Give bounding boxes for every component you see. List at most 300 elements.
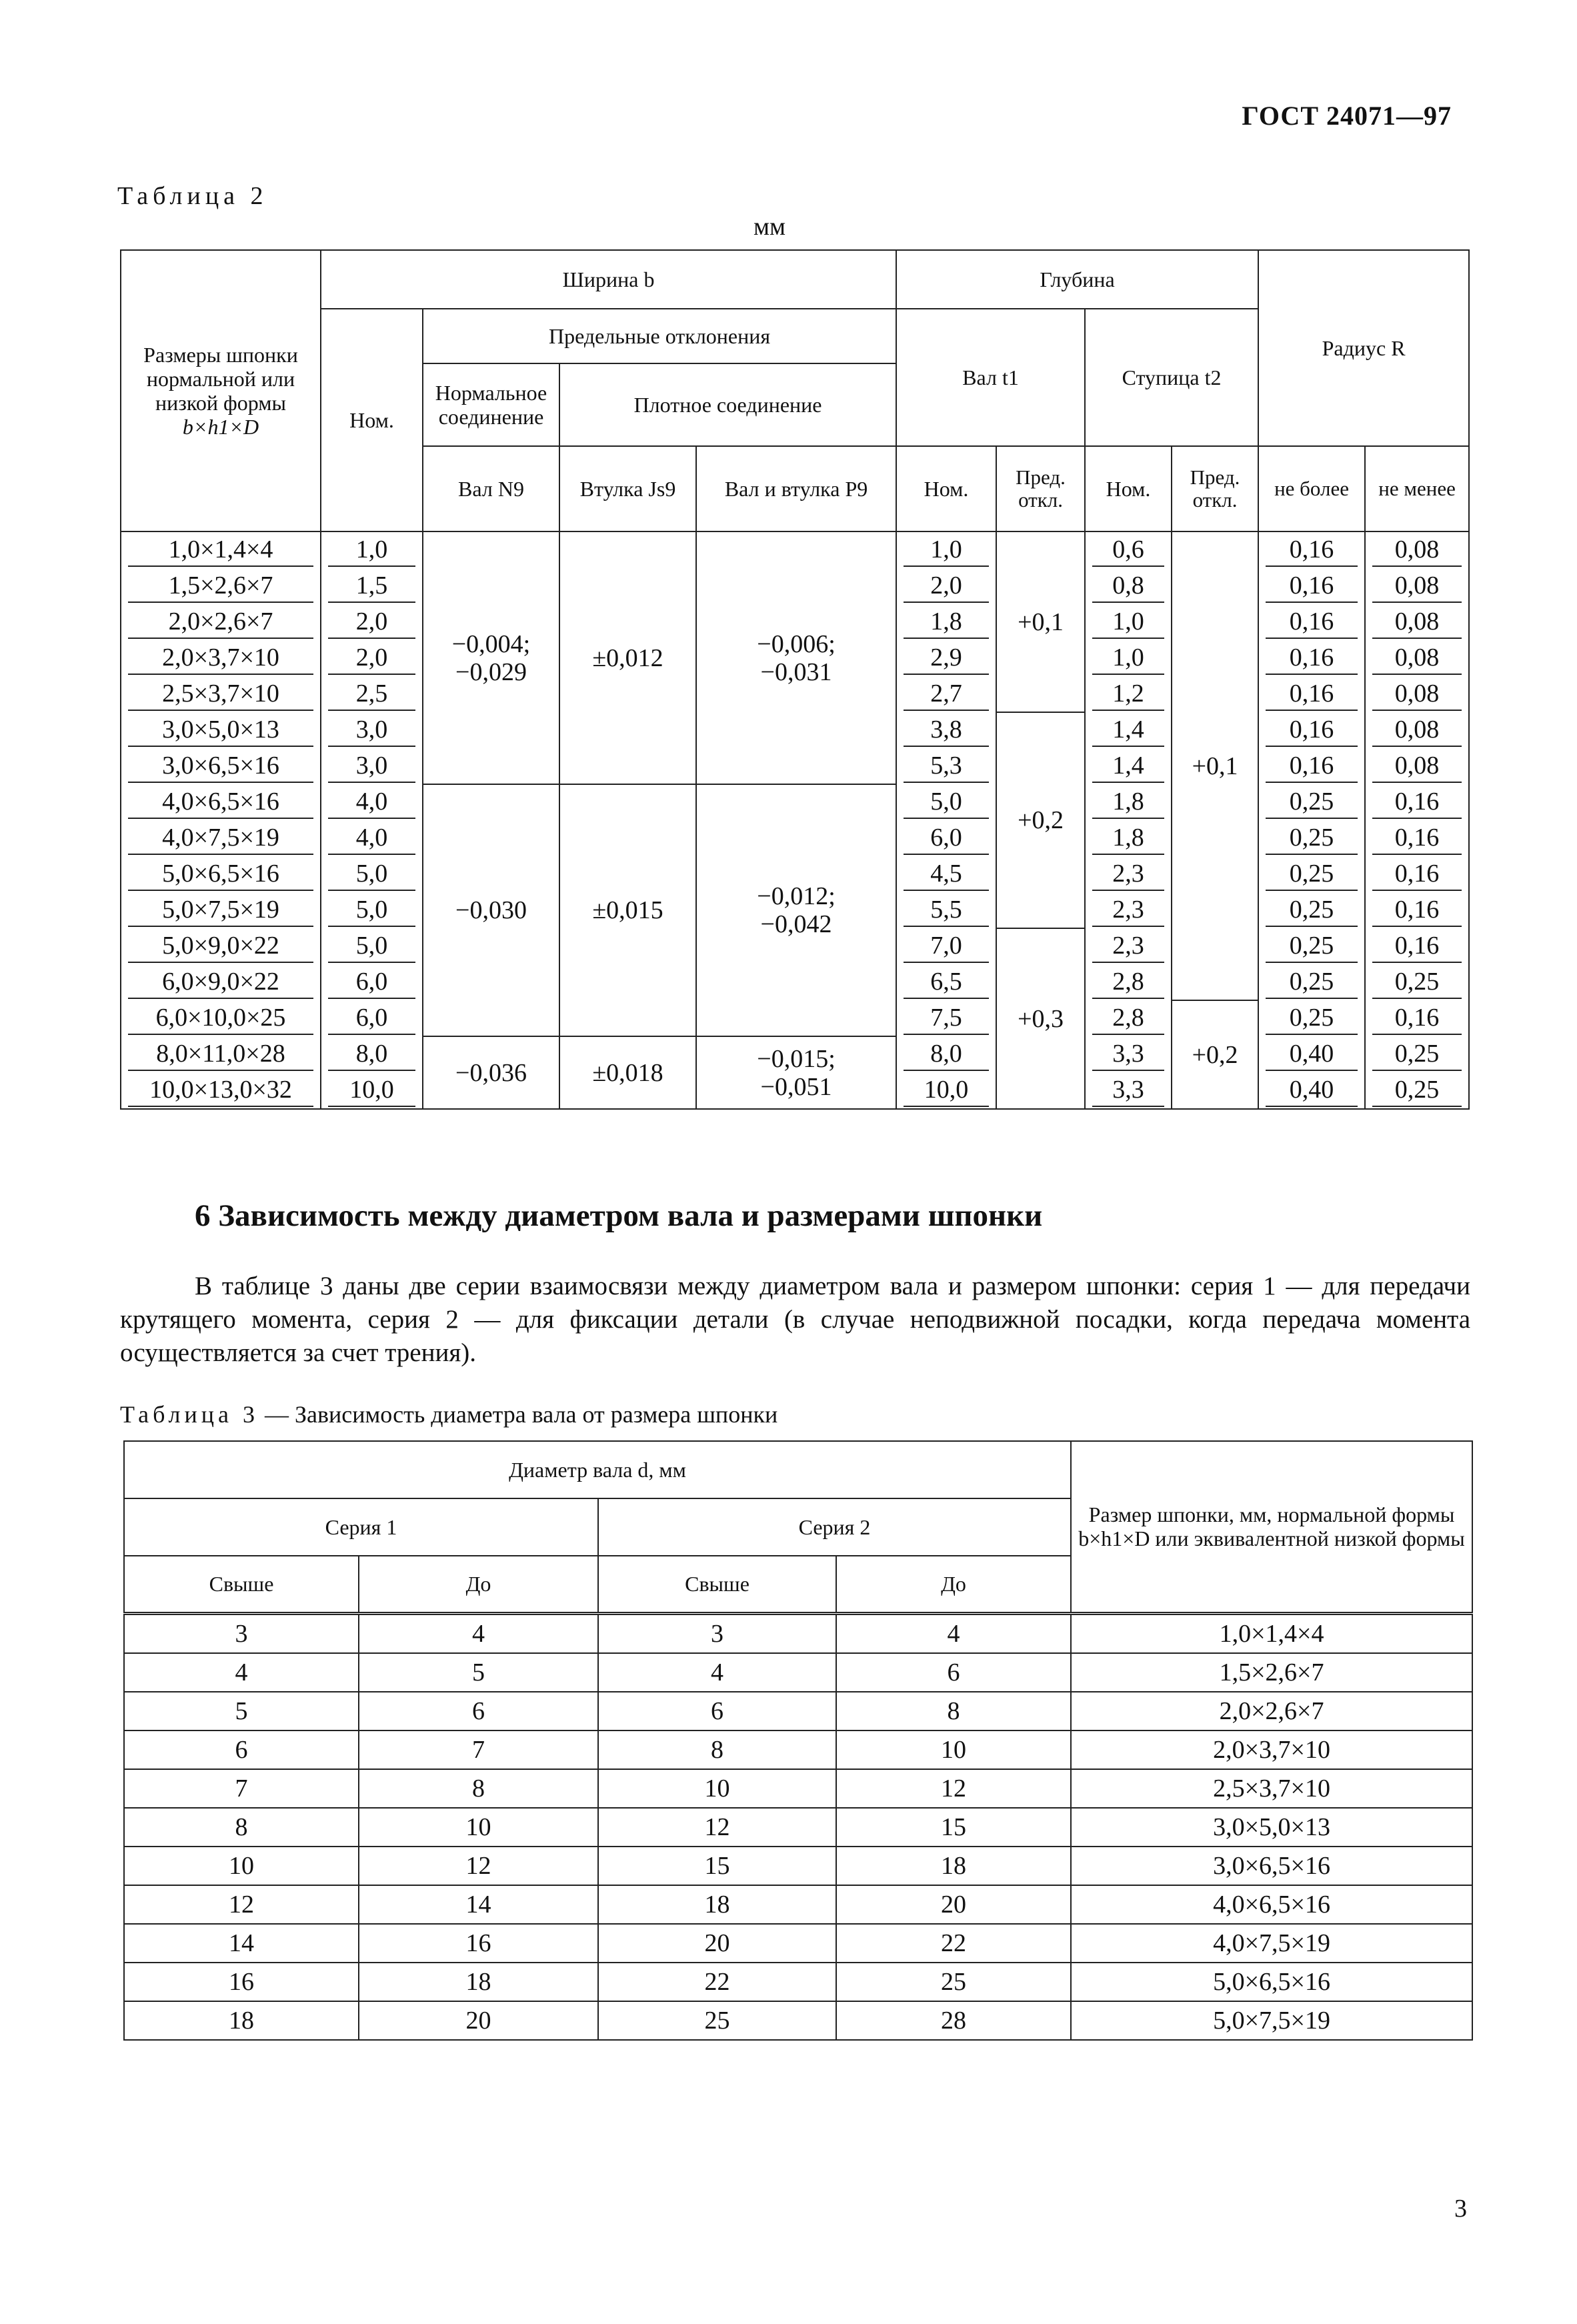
- cell-size: [121, 1036, 321, 1072]
- t1-deviation-part: +0,3: [1018, 1004, 1064, 1033]
- cell-value: 7,5: [904, 1002, 989, 1035]
- cell-s2-over: 10: [598, 1769, 836, 1808]
- shaft-n9-tolerance-part: −0,029: [455, 658, 527, 686]
- cell-value: 0,25: [1266, 822, 1358, 855]
- cell-s2-to: 20: [836, 1885, 1071, 1924]
- cell-value: 2,8: [1092, 1002, 1164, 1035]
- cell-value: 2,0: [904, 570, 989, 603]
- cell-rmax: [1258, 748, 1365, 784]
- cell-value: 6,0×9,0×22: [128, 966, 313, 999]
- table2-body: [121, 531, 1469, 1109]
- cell-value: 1,0: [328, 534, 415, 567]
- col-header-s2-to: До: [836, 1556, 1071, 1613]
- cell-s2-over: 20: [598, 1924, 836, 1963]
- cell-rmax: [1258, 784, 1365, 820]
- cell-b: [321, 531, 423, 568]
- cell-value: 5,0×9,0×22: [128, 930, 313, 963]
- p9-tolerance-part: −0,006;: [757, 630, 836, 658]
- cell-s1-to: 8: [359, 1769, 598, 1808]
- cell-value: 3,3: [1092, 1038, 1164, 1071]
- cell-size: [121, 964, 321, 1000]
- cell-t2: [1085, 640, 1172, 676]
- cell-value: 1,0: [904, 534, 989, 567]
- section-title: 6 Зависимость между диаметром вала и размерами шпонки: [195, 1198, 1043, 1233]
- t1-deviation-part: +0,2: [1018, 806, 1064, 834]
- table-row: [124, 2001, 1472, 2040]
- cell-t1: [896, 568, 996, 604]
- cell-value: 0,16: [1266, 642, 1358, 675]
- cell-t1: [896, 892, 996, 928]
- cell-s1-to: 18: [359, 1963, 598, 2001]
- cell-rmax: [1258, 892, 1365, 928]
- cell-s1-to: 4: [359, 1613, 598, 1653]
- cell-rmin: [1365, 784, 1469, 820]
- cell-value: 4,0: [328, 822, 415, 855]
- cell-size: [121, 892, 321, 928]
- cell-t1: [896, 820, 996, 856]
- cell-value: 0,25: [1266, 858, 1358, 891]
- cell-b: [321, 640, 423, 676]
- col-header-width: Ширина b: [321, 250, 896, 309]
- cell-t2: [1085, 964, 1172, 1000]
- cell-s1-over: 4: [124, 1653, 359, 1692]
- cell-s2-over: 3: [598, 1613, 836, 1653]
- cell-value: 0,16: [1266, 678, 1358, 711]
- cell-s1-over: 5: [124, 1692, 359, 1730]
- cell-value: 1,0×1,4×4: [128, 534, 313, 567]
- t1-deviation-part: +0,1: [1018, 608, 1064, 636]
- cell-rmax: [1258, 1000, 1365, 1036]
- cell-value: 3,0×6,5×16: [128, 750, 313, 783]
- cell-value: 2,3: [1092, 858, 1164, 891]
- cell-value: 2,0: [328, 642, 415, 675]
- p9-tolerance: [696, 1036, 896, 1109]
- table-row: [124, 1963, 1472, 2001]
- cell-s1-to: 20: [359, 2001, 598, 2040]
- cell-value: 1,4: [1092, 714, 1164, 747]
- cell-t2: [1085, 928, 1172, 964]
- cell-t1: [896, 784, 996, 820]
- cell-s2-to: 18: [836, 1847, 1071, 1885]
- col-header-radius: Радиус R: [1258, 250, 1469, 446]
- cell-value: 0,16: [1266, 606, 1358, 639]
- col-header-normal-conn: Нормальное соединение: [423, 363, 559, 446]
- cell-rmin: [1365, 568, 1469, 604]
- cell-value: 4,5: [904, 858, 989, 891]
- p9-tolerance-part: −0,015;: [757, 1044, 836, 1073]
- cell-rmin: [1365, 748, 1469, 784]
- cell-t1: [896, 531, 996, 568]
- cell-t1: [896, 856, 996, 892]
- hub-js9-tolerance: [559, 1036, 696, 1109]
- cell-value: 0,16: [1266, 750, 1358, 783]
- col-header-nom: Ном.: [321, 309, 423, 531]
- cell-value: 3,0: [328, 750, 415, 783]
- cell-t1: [896, 1072, 996, 1109]
- hub-js9-tolerance-part: ±0,012: [592, 644, 663, 672]
- cell-size: [121, 531, 321, 568]
- cell-size: 5,0×7,5×19: [1071, 2001, 1472, 2040]
- cell-value: 1,8: [1092, 786, 1164, 819]
- cell-size: [121, 748, 321, 784]
- hub-js9-tolerance: [559, 784, 696, 1036]
- shaft-n9-tolerance-part: −0,030: [455, 896, 527, 924]
- cell-value: 5,0: [328, 930, 415, 963]
- table2-unit: мм: [753, 213, 786, 241]
- cell-value: 0,8: [1092, 570, 1164, 603]
- col-header-tight-conn: Плотное соединение: [559, 363, 896, 446]
- cell-value: 0,16: [1372, 858, 1462, 891]
- cell-size: [121, 604, 321, 640]
- cell-size: [121, 928, 321, 964]
- cell-b: [321, 820, 423, 856]
- cell-t1: [896, 712, 996, 748]
- cell-t2: [1085, 892, 1172, 928]
- cell-t1: [896, 604, 996, 640]
- cell-s2-over: 22: [598, 1963, 836, 2001]
- cell-rmin: [1365, 1036, 1469, 1072]
- cell-t1: [896, 748, 996, 784]
- cell-b: [321, 568, 423, 604]
- cell-value: 6,5: [904, 966, 989, 999]
- cell-value: 3,0: [328, 714, 415, 747]
- document-code: ГОСТ 24071—97: [1242, 101, 1452, 131]
- cell-value: 2,9: [904, 642, 989, 675]
- cell-s2-to: 22: [836, 1924, 1071, 1963]
- col-header-shaft-t1: Вал t1: [896, 309, 1085, 446]
- table-row: [124, 1924, 1472, 1963]
- t2-deviation-part: +0,2: [1192, 1040, 1238, 1069]
- cell-rmin: [1365, 604, 1469, 640]
- col-header-s2-over: Свыше: [598, 1556, 836, 1613]
- cell-value: 2,3: [1092, 894, 1164, 927]
- shaft-n9-tolerance-part: −0,036: [455, 1058, 527, 1087]
- table3-body: [124, 1613, 1472, 2040]
- col-header-key-size: Размер шпонки, мм, нормальной формы b×h1×D или эквивалентной низкой формы: [1071, 1441, 1472, 1613]
- cell-s1-over: 8: [124, 1808, 359, 1847]
- cell-t1: [896, 928, 996, 964]
- t1-deviation: [996, 712, 1085, 928]
- cell-value: 0,40: [1266, 1038, 1358, 1071]
- cell-value: 2,0×2,6×7: [128, 606, 313, 639]
- section-paragraph: В таблице 3 даны две серии взаимосвязи между диаметром вала и размером шпонки: серия 1 — для передачи крутящего момента, серия 2 — для фиксации детали (в случае неподвижной посадки, когда передача момента осуществляется за счет трения).: [120, 1272, 1470, 1367]
- cell-value: 0,25: [1266, 786, 1358, 819]
- cell-t2: [1085, 784, 1172, 820]
- cell-b: [321, 856, 423, 892]
- p9-tolerance-part: −0,051: [760, 1072, 832, 1101]
- cell-b: [321, 676, 423, 712]
- cell-value: 5,3: [904, 750, 989, 783]
- cell-value: 5,0: [328, 858, 415, 891]
- cell-value: 1,0: [1092, 606, 1164, 639]
- col-header-r-max: не более: [1258, 446, 1365, 531]
- cell-value: 2,5×3,7×10: [128, 678, 313, 711]
- cell-size: [121, 856, 321, 892]
- cell-size: [121, 676, 321, 712]
- cell-t2: [1085, 748, 1172, 784]
- cell-t2: [1085, 1072, 1172, 1109]
- p9-tolerance-part: −0,012;: [757, 882, 836, 910]
- table-row: [124, 1730, 1472, 1769]
- col-header-s1-over: Свыше: [124, 1556, 359, 1613]
- cell-value: 0,16: [1266, 534, 1358, 567]
- cell-value: 1,8: [1092, 822, 1164, 855]
- col-header-series2: Серия 2: [598, 1498, 1071, 1556]
- cell-value: 5,0: [328, 894, 415, 927]
- cell-s2-to: 12: [836, 1769, 1071, 1808]
- cell-t1: [896, 640, 996, 676]
- cell-rmin: [1365, 640, 1469, 676]
- cell-value: 0,16: [1266, 570, 1358, 603]
- cell-t2: [1085, 531, 1172, 568]
- col-header-hub-js9: Втулка Js9: [559, 446, 696, 531]
- cell-size: [121, 1072, 321, 1109]
- cell-value: 0,16: [1372, 1002, 1462, 1035]
- cell-size: 5,0×6,5×16: [1071, 1963, 1472, 2001]
- cell-value: 0,25: [1372, 1038, 1462, 1071]
- cell-value: 10,0: [328, 1074, 415, 1107]
- cell-b: [321, 748, 423, 784]
- col-header-series1: Серия 1: [124, 1498, 598, 1556]
- table-row: [121, 1036, 1469, 1072]
- cell-value: 0,16: [1372, 786, 1462, 819]
- cell-value: 5,5: [904, 894, 989, 927]
- cell-rmax: [1258, 1072, 1365, 1109]
- col-header-s1-to: До: [359, 1556, 598, 1613]
- cell-value: 0,08: [1372, 750, 1462, 783]
- cell-s2-over: 12: [598, 1808, 836, 1847]
- cell-value: 0,16: [1372, 930, 1462, 963]
- cell-size: [121, 784, 321, 820]
- table-row: [124, 1769, 1472, 1808]
- cell-size: [121, 568, 321, 604]
- cell-t2: [1085, 820, 1172, 856]
- cell-value: 3,0×5,0×13: [128, 714, 313, 747]
- cell-value: 0,08: [1372, 714, 1462, 747]
- cell-rmax: [1258, 964, 1365, 1000]
- cell-value: 1,8: [904, 606, 989, 639]
- cell-value: 2,7: [904, 678, 989, 711]
- cell-s2-over: 15: [598, 1847, 836, 1885]
- table-row: [121, 784, 1469, 820]
- cell-s2-over: 8: [598, 1730, 836, 1769]
- table3-caption-text: — Зависимость диаметра вала от размера шпонки: [258, 1401, 778, 1428]
- cell-value: 0,08: [1372, 606, 1462, 639]
- cell-value: 0,08: [1372, 642, 1462, 675]
- cell-value: 10,0×13,0×32: [128, 1074, 313, 1107]
- t2-deviation-part: +0,1: [1192, 752, 1238, 780]
- cell-t2: [1085, 712, 1172, 748]
- cell-value: 2,5: [328, 678, 415, 711]
- table3: [123, 1440, 1473, 2041]
- col-header-shaft-diam: Диаметр вала d, мм: [124, 1441, 1071, 1498]
- col-header-r-min: не менее: [1365, 446, 1469, 531]
- cell-value: 1,0: [1092, 642, 1164, 675]
- cell-value: 6,0: [328, 966, 415, 999]
- cell-value: 6,0: [904, 822, 989, 855]
- cell-value: 0,16: [1372, 822, 1462, 855]
- hub-js9-tolerance-part: ±0,018: [592, 1058, 663, 1087]
- cell-s1-to: 16: [359, 1924, 598, 1963]
- cell-s2-to: 6: [836, 1653, 1071, 1692]
- col-header-depth: Глубина: [896, 250, 1258, 309]
- cell-rmax: [1258, 604, 1365, 640]
- cell-s2-over: 4: [598, 1653, 836, 1692]
- hub-js9-tolerance-part: ±0,015: [592, 896, 663, 924]
- page-number: 3: [1454, 2195, 1467, 2223]
- col-header-t1-dev: Пред. откл.: [996, 446, 1085, 531]
- cell-value: 0,25: [1266, 1002, 1358, 1035]
- cell-size: [121, 712, 321, 748]
- cell-value: 1,5×2,6×7: [128, 570, 313, 603]
- t1-deviation: [996, 928, 1085, 1109]
- cell-value: 4,0×6,5×16: [128, 786, 313, 819]
- cell-size: 2,0×2,6×7: [1071, 1692, 1472, 1730]
- cell-s2-over: 25: [598, 2001, 836, 2040]
- col-header-hub-t2: Ступица t2: [1085, 309, 1258, 446]
- cell-s1-over: 14: [124, 1924, 359, 1963]
- cell-s1-to: 12: [359, 1847, 598, 1885]
- t2-deviation: [1172, 1000, 1258, 1109]
- table2-caption: Таблица 2: [117, 182, 268, 210]
- cell-b: [321, 928, 423, 964]
- cell-rmin: [1365, 928, 1469, 964]
- col-header-t2-nom: Ном.: [1085, 446, 1172, 531]
- cell-size: 3,0×6,5×16: [1071, 1847, 1472, 1885]
- cell-size: 1,0×1,4×4: [1071, 1613, 1472, 1653]
- cell-rmax: [1258, 568, 1365, 604]
- cell-value: 0,25: [1372, 1074, 1462, 1107]
- cell-rmax: [1258, 676, 1365, 712]
- cell-rmin: [1365, 892, 1469, 928]
- p9-tolerance: [696, 784, 896, 1036]
- cell-value: 6,0×10,0×25: [128, 1002, 313, 1035]
- cell-size: [121, 820, 321, 856]
- cell-size: 4,0×7,5×19: [1071, 1924, 1472, 1963]
- cell-rmax: [1258, 531, 1365, 568]
- cell-value: 2,0×3,7×10: [128, 642, 313, 675]
- cell-s2-to: 4: [836, 1613, 1071, 1653]
- cell-s1-over: 10: [124, 1847, 359, 1885]
- cell-rmax: [1258, 856, 1365, 892]
- cell-rmin: [1365, 676, 1469, 712]
- cell-value: 0,25: [1372, 966, 1462, 999]
- cell-s2-to: 10: [836, 1730, 1071, 1769]
- col-header-t2-dev: Пред. откл.: [1172, 446, 1258, 531]
- cell-rmax: [1258, 712, 1365, 748]
- cell-size: [121, 640, 321, 676]
- cell-s1-over: 3: [124, 1613, 359, 1653]
- col-header-limit-dev: Предельные отклонения: [423, 309, 896, 363]
- cell-s1-to: 7: [359, 1730, 598, 1769]
- p9-tolerance-part: −0,042: [760, 910, 832, 938]
- cell-rmin: [1365, 712, 1469, 748]
- shaft-n9-tolerance: [423, 1036, 559, 1109]
- cell-value: 1,4: [1092, 750, 1164, 783]
- cell-value: 7,0: [904, 930, 989, 963]
- cell-t1: [896, 1000, 996, 1036]
- cell-s1-over: 7: [124, 1769, 359, 1808]
- cell-size: [121, 1000, 321, 1036]
- cell-s1-to: 10: [359, 1808, 598, 1847]
- cell-value: 0,40: [1266, 1074, 1358, 1107]
- cell-size: 2,5×3,7×10: [1071, 1769, 1472, 1808]
- cell-rmin: [1365, 1072, 1469, 1109]
- cell-t2: [1085, 1000, 1172, 1036]
- shaft-n9-tolerance: [423, 531, 559, 784]
- table-row: [124, 1885, 1472, 1924]
- cell-value: 10,0: [904, 1074, 989, 1107]
- table-row: [124, 1692, 1472, 1730]
- cell-value: 0,08: [1372, 678, 1462, 711]
- table-row: [124, 1808, 1472, 1847]
- cell-value: 1,2: [1092, 678, 1164, 711]
- cell-s1-to: 5: [359, 1653, 598, 1692]
- cell-t1: [896, 964, 996, 1000]
- cell-value: 2,3: [1092, 930, 1164, 963]
- cell-s2-to: 28: [836, 2001, 1071, 2040]
- table3-caption: [120, 1400, 777, 1428]
- cell-b: [321, 892, 423, 928]
- cell-value: 5,0×7,5×19: [128, 894, 313, 927]
- t2-deviation: [1172, 531, 1258, 1000]
- cell-value: 1,5: [328, 570, 415, 603]
- cell-s2-to: 8: [836, 1692, 1071, 1730]
- table-row: [124, 1847, 1472, 1885]
- cell-rmin: [1365, 820, 1469, 856]
- col-header-t1-nom: Ном.: [896, 446, 996, 531]
- cell-value: 0,16: [1372, 894, 1462, 927]
- cell-t2: [1085, 568, 1172, 604]
- table2: [120, 249, 1470, 1110]
- cell-size: 2,0×3,7×10: [1071, 1730, 1472, 1769]
- cell-t2: [1085, 604, 1172, 640]
- table3-caption-label: Таблица 3: [120, 1401, 259, 1428]
- p9-tolerance-part: −0,031: [760, 658, 832, 686]
- cell-t1: [896, 1036, 996, 1072]
- cell-s2-to: 25: [836, 1963, 1071, 2001]
- cell-value: 8,0: [328, 1038, 415, 1071]
- cell-t1: [896, 676, 996, 712]
- cell-value: 2,8: [1092, 966, 1164, 999]
- cell-s1-over: 12: [124, 1885, 359, 1924]
- cell-value: 2,0: [328, 606, 415, 639]
- cell-value: 0,16: [1266, 714, 1358, 747]
- cell-value: 3,8: [904, 714, 989, 747]
- shaft-n9-tolerance-part: −0,004;: [451, 630, 531, 658]
- cell-value: 8,0: [904, 1038, 989, 1071]
- table-row: [121, 531, 1469, 568]
- cell-b: [321, 712, 423, 748]
- cell-rmin: [1365, 531, 1469, 568]
- shaft-n9-tolerance: [423, 784, 559, 1036]
- cell-t2: [1085, 856, 1172, 892]
- cell-b: [321, 964, 423, 1000]
- cell-s1-to: 6: [359, 1692, 598, 1730]
- cell-t2: [1085, 676, 1172, 712]
- cell-size: 3,0×5,0×13: [1071, 1808, 1472, 1847]
- cell-value: 5,0: [904, 786, 989, 819]
- cell-value: 5,0×6,5×16: [128, 858, 313, 891]
- t1-deviation: [996, 531, 1085, 712]
- cell-value: 0,25: [1266, 894, 1358, 927]
- cell-value: 6,0: [328, 1002, 415, 1035]
- cell-s1-over: 6: [124, 1730, 359, 1769]
- cell-rmin: [1365, 964, 1469, 1000]
- cell-s1-over: 16: [124, 1963, 359, 2001]
- table-row: [124, 1653, 1472, 1692]
- cell-rmin: [1365, 1000, 1469, 1036]
